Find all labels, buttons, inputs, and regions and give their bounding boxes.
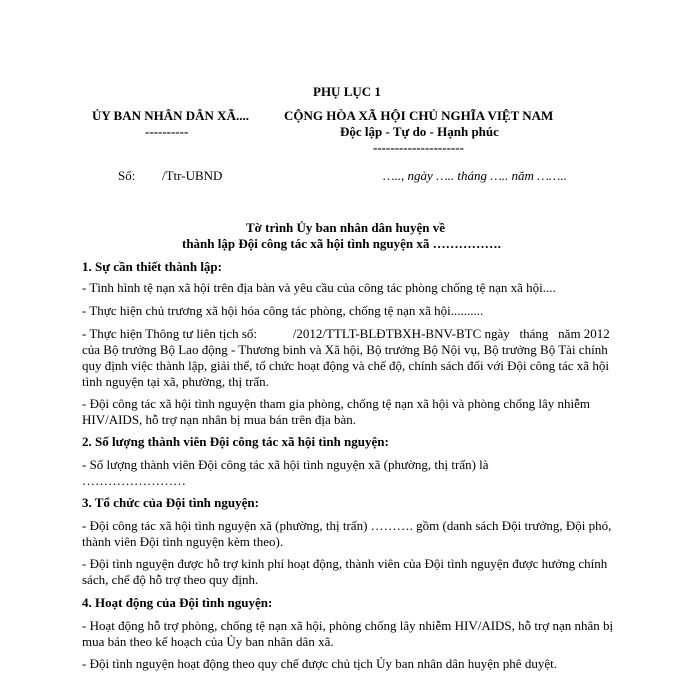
document-title-line1: Tờ trình Ủy ban nhân dân huyện về	[246, 220, 446, 235]
right-header-rule: ---------------------	[373, 140, 464, 155]
left-header-rule: ----------	[145, 124, 189, 139]
section-1-paragraph-1: - Tình hình tệ nạn xã hội trên địa bàn và yêu cầu của công tác phòng chống tệ nạn xã hội....	[82, 280, 556, 295]
section-heading-1: 1. Sự cần thiết thành lập:	[82, 259, 222, 274]
section-2-paragraph-1: - Số lượng thành viên Đội công tác xã hội tình nguyện xã (phường, thị trấn) là ……………………	[82, 457, 489, 488]
commune-committee-name: ỦY BAN NHÂN DÂN XÃ....	[92, 108, 249, 123]
document-number-code: /Ttr-UBND	[162, 168, 223, 183]
section-heading-2: 2. Số lượng thành viên Đội công tác xã hội tình nguyện:	[82, 434, 389, 449]
place-date-line: ….., ngày ….. tháng ….. năm ……..	[383, 168, 567, 183]
document-title-line2: thành lập Đội công tác xã hội tình nguyện xã …………….	[182, 236, 501, 251]
section-3-paragraph-1: - Đội công tác xã hội tình nguyện xã (phường, thị trấn) ………. gồm (danh sách Đội trưởng, Đội phó, thành viên Đội tình nguyện kèm theo).	[82, 518, 612, 549]
section-4-paragraph-1: - Hoạt động hỗ trợ phòng, chống tệ nạn xã hội, phòng chống lây nhiễm HIV/AIDS, hỗ trợ nạn nhân bị mua bán theo kế hoạch của Ủy ban nhân dân xã.	[82, 618, 614, 649]
document-number-label: Số:	[118, 168, 136, 183]
section-heading-4: 4. Hoạt động của Đội tình nguyện:	[82, 595, 273, 610]
section-3-paragraph-2: - Đội tình nguyện được hỗ trợ kinh phí hoạt động, thành viên của Đội tình nguyện được hưởng chính sách, chế độ hỗ trợ theo quy định.	[82, 556, 608, 587]
national-motto: Độc lập - Tự do - Hạnh phúc	[340, 124, 499, 139]
section-1-paragraph-2: - Thực hiện chủ trương xã hội hóa công tác phòng, chống tệ nạn xã hội..........	[82, 303, 484, 318]
section-1-paragraph-4: - Đội công tác xã hội tình nguyện tham gia phòng, chống tệ nạn xã hội và phòng chống lây nhiễm HIV/AIDS, hỗ trợ nạn nhân bị mua bán trên địa bàn.	[82, 396, 590, 427]
appendix-label: PHỤ LỤC 1	[313, 84, 381, 99]
section-4-paragraph-2: - Đội tình nguyện hoạt động theo quy chế được chủ tịch Ủy ban nhân dân huyện phê duyệt.	[82, 656, 557, 671]
national-title: CỘNG HÒA XÃ HỘI CHỦ NGHĨA VIỆT NAM	[284, 108, 554, 123]
section-heading-3: 3. Tổ chức của Đội tình nguyện:	[82, 495, 259, 510]
section-1-paragraph-3: - Thực hiện Thông tư liên tịch số: /2012/TTLT-BLĐTBXH-BNV-BTC ngày tháng năm 2012 của Bộ trưởng Bộ Lao động - Thương binh và Xã hội, Bộ trưởng Bộ Nội vụ, Bộ trưởng Bộ Tài chính quy định việc thành lập, giải thể, tổ chức hoạt động và chế độ, chính sách đối với Đội công tác xã hội tình nguyện tại xã, phường, thị trấn.	[82, 326, 614, 389]
